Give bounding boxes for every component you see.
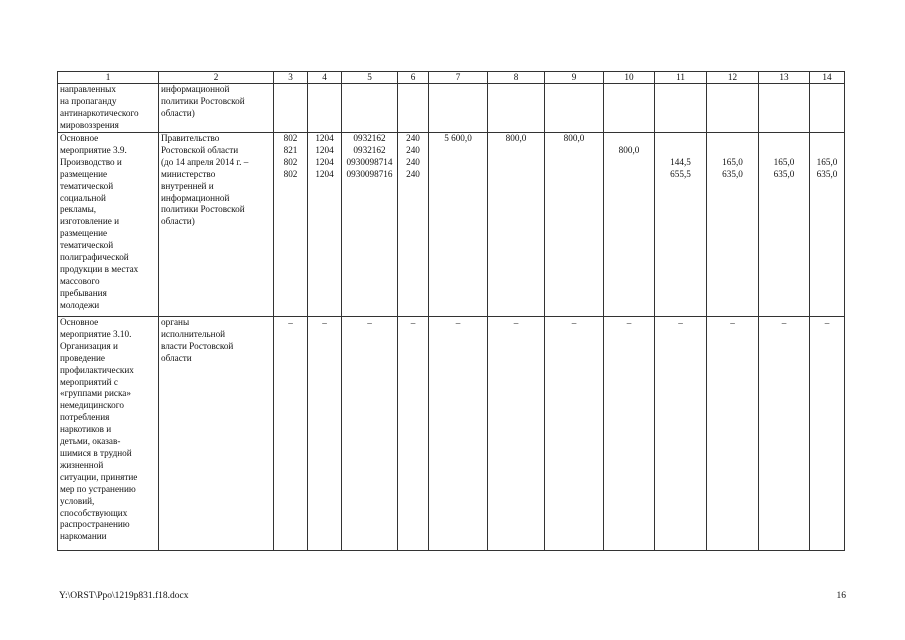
header-cell: 1 — [58, 72, 159, 84]
year-amount-cell: 165,0 635,0 — [810, 133, 845, 317]
header-cell: 13 — [759, 72, 810, 84]
header-cell: 10 — [604, 72, 655, 84]
dash-cell: – — [398, 317, 429, 551]
footer-file-path: Y:\ORST\Ppo\1219p831.f18.docx — [59, 591, 189, 601]
year-amount-cell: 800,0 — [488, 133, 545, 317]
expense-type-cell: 240 240 240 240 — [398, 133, 429, 317]
header-cell: 11 — [655, 72, 707, 84]
dash-cell: – — [274, 317, 308, 551]
target-article-cell: 0932162 0932162 0930098714 0930098716 — [342, 133, 398, 317]
header-cell: 12 — [707, 72, 759, 84]
dash-cell: – — [488, 317, 545, 551]
table-row-measure-3-10 — [58, 317, 845, 551]
table-row-measure-3-9 — [58, 133, 845, 317]
header-cell: 6 — [398, 72, 429, 84]
dash-cell: – — [810, 317, 845, 551]
year-amount-cell: 800,0 — [545, 133, 604, 317]
year-amount-cell: 165,0 635,0 — [707, 133, 759, 317]
dash-cell: – — [429, 317, 488, 551]
executor-cell: информационной политики Ростовской области) — [159, 84, 274, 133]
dash-cell: – — [545, 317, 604, 551]
dash-cell: – — [707, 317, 759, 551]
dash-cell: – — [604, 317, 655, 551]
header-cell: 3 — [274, 72, 308, 84]
executor-cell: органы исполнительной власти Ростовской области — [159, 317, 274, 551]
header-cell: 9 — [545, 72, 604, 84]
section-code-cell: 1204 1204 1204 1204 — [308, 133, 342, 317]
header-cell: 8 — [488, 72, 545, 84]
table-row-continued — [58, 84, 845, 133]
dash-cell: – — [759, 317, 810, 551]
measure-name-cell: Основное мероприятие 3.9. Производство и размещение тематической социальной рекламы, изготовление и размещение тематической полиграфической продукции в местах массового пребывания молодежи — [58, 133, 159, 317]
footer-page-number: 16 — [836, 591, 846, 601]
header-cell: 7 — [429, 72, 488, 84]
executor-cell: Правительство Ростовской области (до 14 апреля 2014 г. – министерство внутренней и информационной политики Ростовской области) — [159, 133, 274, 317]
dash-cell: – — [308, 317, 342, 551]
measure-name-cell: Основное мероприятие 3.10. Организация и проведение профилактических мероприятий с «группами риска» немедицинского потребления наркотиков и детьми, оказав- шимися в трудной жизненной ситуации, принятие мер по устранению условий, способствующих распространению наркомании — [58, 317, 159, 551]
total-amount-cell: 5 600,0 — [429, 133, 488, 317]
grbs-code-cell: 802 821 802 802 — [274, 133, 308, 317]
header-cell: 4 — [308, 72, 342, 84]
header-cell: 14 — [810, 72, 845, 84]
header-cell: 2 — [159, 72, 274, 84]
dash-cell: – — [655, 317, 707, 551]
year-amount-cell: 165,0 635,0 — [759, 133, 810, 317]
header-row — [58, 72, 845, 84]
year-amount-cell: 144,5 655,5 — [655, 133, 707, 317]
program-table — [57, 71, 845, 551]
year-amount-cell: 800,0 — [604, 133, 655, 317]
dash-cell: – — [342, 317, 398, 551]
measure-name-cell: направленных на пропаганду антинаркотического мировоззрения — [58, 84, 159, 133]
header-cell: 5 — [342, 72, 398, 84]
